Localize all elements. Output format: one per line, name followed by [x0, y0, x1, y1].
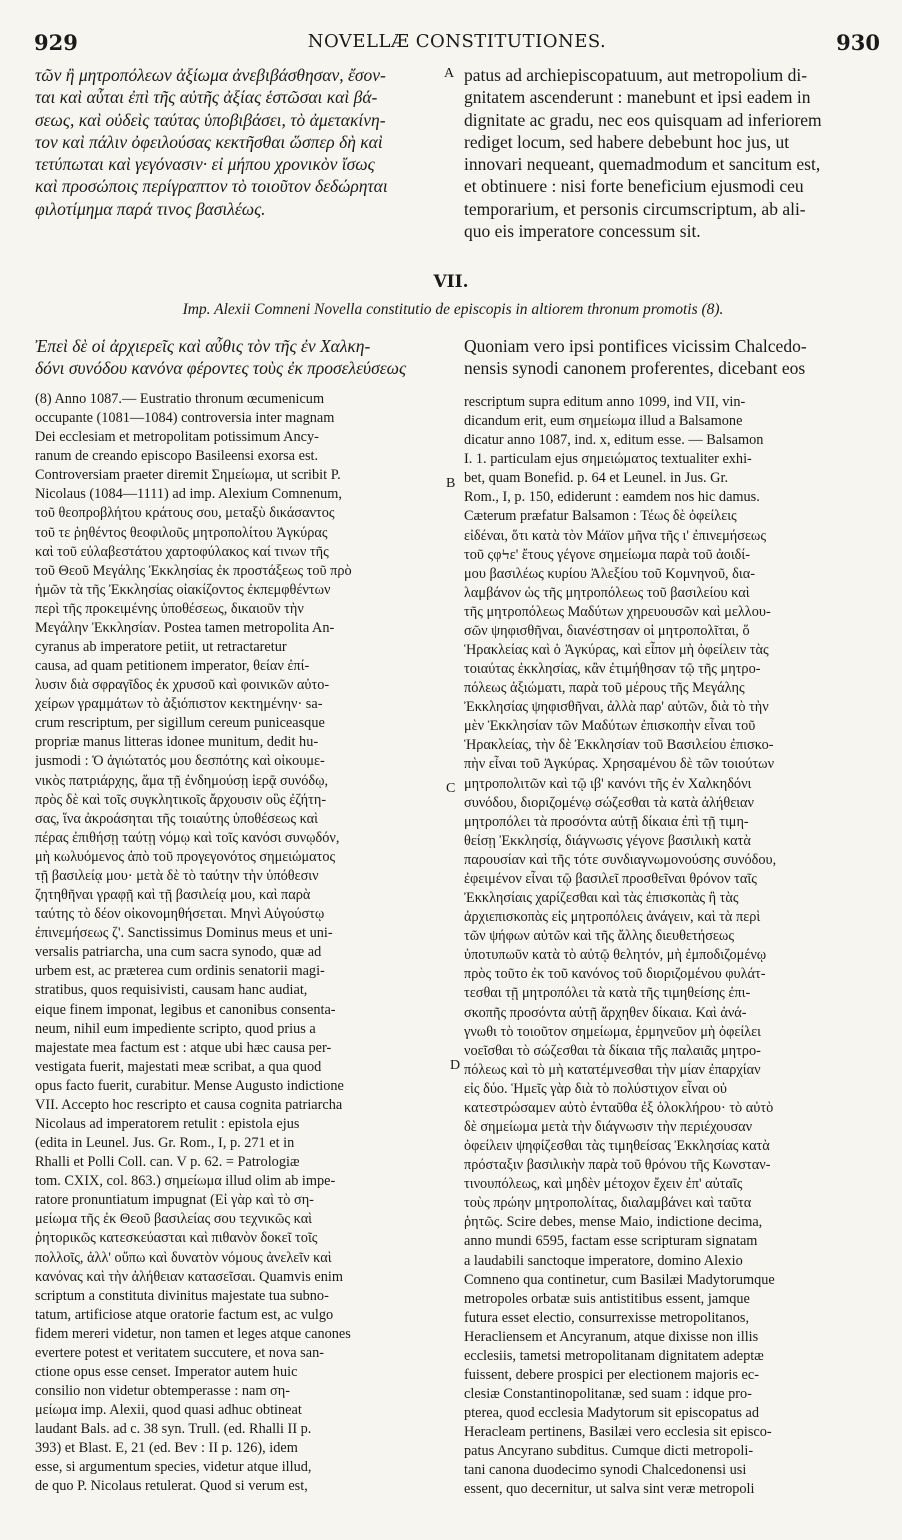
text-line: ται καὶ αὗται ἐπὶ τῆς αὐτῆς ἀξίας ἑστῶσαι καὶ βά- — [35, 87, 378, 108]
margin-mark-d: D — [450, 1058, 461, 1073]
text-line: Μεγάλην Ἐκκλησίαν. Postea tamen metropolita An- — [35, 619, 335, 636]
text-line: ecclesiis, tametsi metropolitanam dignitatem adeptæ — [464, 1347, 764, 1364]
margin-mark-c: C — [446, 781, 456, 796]
text-line: tom. CXIX, col. 863.) σημείωμα illud olim ab impe- — [35, 1173, 336, 1190]
text-line: εἰς δύο. Ἡμεῖς γὰρ διὰ τὸ πολύστιχον εἶναι οὐ — [464, 1080, 727, 1097]
text-line: Rom., I, p. 150, ediderunt : eamdem nos hic damus. — [464, 489, 760, 506]
text-line: fidem mereri videtur, non tamen et leges atque canones — [35, 1325, 351, 1342]
text-line: τῆς μητροπόλεως Μαδύτων χηρευουσῶν καὶ μελλου- — [464, 603, 771, 620]
text-line: VII. Accepto hoc rescripto et causa cognita patriarcha — [35, 1096, 343, 1113]
text-line: ὀφείλειν ψηφίζεσθαι τὰς τιμηθείσας Ἐκκλησίας κατὰ — [464, 1138, 770, 1155]
text-line: Controversiam praeter diremit Σημείωμα, ut scribit P. — [35, 467, 341, 484]
text-line: quo eis imperatore concessum sit. — [464, 221, 701, 242]
text-line: essent, quo decernitur, ut salva sint veræ metropoli — [464, 1481, 755, 1498]
text-line: et obtinuere : nisi forte beneficium ejusmodi ceu — [464, 176, 804, 197]
margin-mark-b: B — [446, 476, 456, 491]
text-line: Heracliensem et Ancyranum, atque dixisse non illis — [464, 1328, 759, 1345]
text-line: πὴν εἶναι τοῦ Ἀγκύρας. Χρησαμένου δὲ τῶν τοιούτων — [464, 756, 775, 773]
text-line: majestate mea factum est : atque ubi hæc causa per- — [35, 1039, 332, 1056]
text-line: Cæterum præfatur Balsamon : Τέως δὲ ὀφείλεις — [464, 508, 737, 525]
text-line: dignitate ac gradu, nec eos quisquam ad inferiorem — [464, 109, 822, 130]
text-line: πέρας ἐπιθήσῃ ταύτῃ νόμῳ καὶ τοῖς κανόσι συνῳδόν, — [35, 829, 340, 846]
text-line: μητροπολιτῶν καὶ τῷ ιβ' κανόνι τῆς ἐν Χαλκηδόνι — [464, 775, 752, 792]
text-line: ctione opus esse censet. Imperator autem huic — [35, 1363, 298, 1380]
text-line: evertere potest et veritatem succutere, et nova san- — [35, 1344, 324, 1361]
text-line: propriæ manus litteras idonee munitum, dedit hu- — [35, 734, 319, 751]
text-line: τοῦ Θεοῦ Μεγάλης Ἐκκλησίας ἐκ προστάξεως τοῦ πρὸ — [35, 562, 352, 579]
margin-mark-a: A — [444, 66, 455, 81]
text-line: fuissent, debere prospici per electionem majoris ec- — [464, 1366, 759, 1383]
footnote-right-column — [464, 393, 874, 1500]
section-number: VII. — [433, 272, 469, 292]
text-line: jusmodi : Ὁ ἁγιώτατός μου δεσπότης καὶ οἰκουμε- — [35, 753, 325, 770]
text-line: crum rescriptum, per sigillum cereum puniceasque — [35, 715, 325, 732]
text-line: τετύπωται καὶ γεγόνασιν· εἰ μήπου χρονικὸν ἴσως — [35, 154, 375, 175]
text-line: scriptum a constituta divinitus majestate tua subno- — [35, 1287, 329, 1304]
text-line: a laudabili sanctoque imperatore, domino Alexio — [464, 1252, 743, 1269]
text-line: δόνι συνόδου κανόνα φέροντες τοὺς ἐκ προσελεύσεως — [35, 358, 407, 379]
text-line: tani canona duodecimo synodi Chalcedonensi usi — [464, 1462, 747, 1479]
text-line: nensis synodi canonem proferentes, dicebant eos — [464, 358, 806, 379]
text-line: ἐπινεμήσεως ζ'. Sanctissimus Dominus meus et uni- — [35, 925, 333, 942]
text-line: Dei ecclesiam et metropolitam potissimum Ancy- — [35, 429, 319, 446]
text-line: anno mundi 6595, factam esse scripturam signatam — [464, 1233, 758, 1250]
text-line: χείρων γραμμάτων τὸ ἀξιόπιστον κεκτημένην· sa- — [35, 696, 323, 713]
text-line: futura esset electio, consurrexisse metropolitanos, — [464, 1309, 750, 1326]
text-line: vestigata fuerit, majestati meæ scribat, a qua quod — [35, 1058, 322, 1075]
text-line: ῥητορικῶς κατεσκεύασται καὶ πιθανὸν δοκεῖ τοῖς — [35, 1230, 318, 1247]
text-line: τινουπόλεως, καὶ μηδὲν μέτοχον ἔχειν ἐπ' αὐταῖς — [464, 1176, 743, 1193]
text-line: σεως, καὶ οὐδεὶς ταύτας ὑποβιβάσει, τὸ ἀμετακίνη- — [35, 109, 386, 130]
text-line: πόλεως καὶ τὸ μὴ κατατέμνεσθαι τὴν μίαν ἐπαρχίαν — [464, 1061, 761, 1078]
text-line: urbem est, ac præterea cum ordinis senatorii magi- — [35, 963, 325, 980]
text-line: causa, ad quam petitionem imperator, θείαν ἐπί- — [35, 658, 310, 675]
text-line: κατεστρώσαμεν αὐτὸ ἐνταῦθα ἐξ ὁλοκλήρου· τὸ αὐτὸ — [464, 1099, 774, 1116]
text-line: ἐφειμένον εἶναι τῷ βασιλεῖ προσθεῖναι θρόνον ταῖς — [464, 870, 757, 887]
text-line: ταύτης τὸ δέον οἰκονομηθήσεται. Μηνὶ Αὐγούστῳ — [35, 906, 325, 923]
text-line: καὶ τοῦ εὐλαβεστάτου χαρτοφύλακος καί τινων τῆς — [35, 543, 329, 560]
text-line: τοιαύτας ἐκκλησίας, κἂν ἐτιμήθησαν τῷ τῆς μητρο- — [464, 661, 761, 678]
text-line: Ἡρακλείας, τὴν δὲ Ἐκκλησίαν τοῦ Βασιλείου ἐπισκο- — [464, 737, 774, 754]
text-line: τοῦ ςφϞε' ἔτους γέγονε σημείωμα παρὰ τοῦ ἀοιδί- — [464, 546, 751, 563]
text-line: patus ad archiepiscopatuum, aut metropolium di- — [464, 65, 808, 85]
text-line: σῶν ψηφισθῆναι, διανέστησαν οἱ μητροπολῖται, ὅ — [464, 622, 750, 639]
text-line: dicatur anno 1087, ind. x, editum esse. — Balsamon — [464, 432, 764, 449]
text-line: pterea, quod ecclesia Madytorum sit episcopatus ad — [464, 1405, 759, 1422]
text-line: Ἐκκλησίαις χαρίζεσθαι καὶ τὰς ἐπισκοπὰς ἢ τὰς — [464, 890, 739, 907]
text-line: (8) Anno 1087.— Eustratio thronum œcumenicum — [35, 391, 325, 407]
text-line: φιλοτίμημα παρά τινος βασιλέως. — [35, 198, 266, 219]
text-line: ζητηθῆναι γραφῇ καὶ τῇ βασιλείᾳ μου, καὶ παρὰ — [35, 887, 311, 904]
text-line: ranum de creando episcopo Basileensi exorsa est. — [35, 448, 319, 465]
text-line: Ἐκκλησίας ψηφισθῆναι, ἀλλὰ παρ' αὐτῶν, διὰ τὸ τὴν — [464, 699, 769, 716]
text-line: Ἐπεὶ δὲ οἱ ἀρχιερεῖς καὶ αὖθις τὸν τῆς ἐν Χαλκη- — [35, 336, 371, 356]
text-line: σας, ἵνα ἀκροάσηται τῆς τοιαύτης ὑποθέσεως καὶ — [35, 810, 318, 827]
text-line: λαμβάνον ὡς τῆς μητροπόλεως τοῦ βασιλείου καὶ — [464, 584, 750, 601]
top-latin-column — [464, 64, 872, 242]
text-line: (edita in Leunel. Jus. Gr. Rom., I, p. 271 et in — [35, 1135, 295, 1152]
page-number-left: 929 — [34, 30, 78, 55]
page-header — [34, 30, 880, 56]
text-line: rescriptum supra editum anno 1099, ind VII, vin- — [464, 394, 746, 410]
text-line: καὶ προσώποις περίγραπτον τὸ τοιοῦτον δεδώρηται — [35, 176, 388, 197]
text-line: 393) et Blast. E, 21 (ed. Bev : II p. 126), idem — [35, 1440, 298, 1457]
text-line: consilio non videtur obtemperasse : nam ση- — [35, 1383, 290, 1400]
text-line: metropoles orbatæ suis antistitibus essent, jamque — [464, 1290, 750, 1307]
text-line: εἰδέναι, ὅτι κατὰ τὸν Μάϊον μῆνα τῆς ι' ἐπινεμήσεως — [464, 527, 766, 544]
text-line: I. 1. particulam ejus σημειώματος textualiter exhi- — [464, 451, 752, 468]
text-line: πολλοῖς, ἀλλ' οὔπω καὶ δυνατὸν νόμους ἀνελεῖν καὶ — [35, 1249, 332, 1266]
text-line: μου βασιλέως κυρίου Ἀλεξίου τοῦ Κομνηνοῦ, δια- — [464, 565, 756, 582]
text-line: bet, quam Bonefid. p. 64 et Leunel. in Jus. Gr. — [464, 470, 729, 487]
text-line: λυσιν διὰ σφραγῖδος ἐκ χρυσοῦ καὶ φοινικῶν αὐτο- — [35, 677, 330, 694]
text-line: gnitatem ascenderunt : manebunt et ipsi eadem in — [464, 87, 811, 108]
text-line: πρὸς τοῦτο ἐκ τοῦ κανόνος τοῦ διοριζομένου φυλάτ- — [464, 966, 766, 983]
text-line: Nicolaus ad imperatorem retulit : epistola ejus — [35, 1115, 300, 1132]
text-line: temporarium, et personis circumscriptum, ab ali- — [464, 198, 806, 219]
text-line: γνωθι τὸ τοιοῦτον σημείωμα, ἑρμηνεῦον μὴ ὀφείλει — [464, 1023, 762, 1040]
text-line: σκοπῆς προσόντα αὐτῇ ἄρχηθεν δίκαια. Καὶ ἀνά- — [464, 1004, 747, 1021]
text-line: τοῦ τε ῥηθέντος θεοφιλοῦς μητροπολίτου Ἀγκύρας — [35, 524, 328, 541]
text-line: παρουσίαν καὶ τῆς τότε συνδιαγνωμονούσης συνόδου, — [464, 851, 777, 868]
text-line: versalis patriarcha, una cum sacra synodo, quæ ad — [35, 944, 322, 961]
text-line: κανόνας καὶ τὴν ἀλήθειαν κατασεῖσαι. Quamvis enim — [35, 1268, 343, 1285]
text-line: Comneno qua continetur, cum Basilæi Madytorumque — [464, 1271, 775, 1288]
text-line: τῶν ψήφων αὐτῶν καὶ τῆς ἄλλης διευθετήσεως — [464, 928, 734, 945]
text-line: Quoniam vero ipsi pontifices vicissim Chalcedo- — [464, 336, 807, 356]
text-line: ὑποτυπωῦν κατὰ τὸ αὐτῷ θελητόν, μὴ ἐμποδιζομένῳ — [464, 947, 767, 964]
text-line: πρὸς δὲ καὶ τοῖς συγκλητικοῖς ἄρχουσιν οὓς ἐζήτη- — [35, 791, 327, 808]
text-line: patus Ancyrano subditus. Cumque dicti metropoli- — [464, 1443, 754, 1460]
text-line: eique finem imponat, legibus et canonibus consenta- — [35, 1001, 336, 1018]
text-line: clesiæ Constantinopolitanæ, sed suam : idque pro- — [464, 1386, 752, 1403]
text-line: Nicolaus (1084—1111) ad imp. Alexium Comnenum, — [35, 486, 342, 503]
text-line: πόλεως ἀξιώματι, παρὰ τοῦ μέρους τῆς Μεγάλης — [464, 680, 745, 697]
text-line: ratore pronuntiatum impugnat (Εἰ γὰρ καὶ τὸ ση- — [35, 1192, 314, 1209]
text-line: πρόσταξιν βασιλικὴν παρὰ τοῦ θρόνου τῆς Κωνσταν- — [464, 1157, 771, 1174]
text-line: μητροπόλει τὰ προσόντα αὐτῇ δίκαια ἐπὶ τῇ τιμη- — [464, 813, 749, 830]
text-line: τον καὶ πάλιν ὀφειλούσας κεκτῆσθαι ὥσπερ δὴ καὶ — [35, 131, 383, 152]
text-line: μείωμα τῆς ἐκ Θεοῦ βασιλείας σου τεχνικῶς καὶ — [35, 1211, 313, 1228]
text-line: μὲν Ἐκκλησίαν τῶν Μαδύτων ἐπισκοπὴν εἶναι τοῦ — [464, 718, 756, 735]
text-line: rediget locum, sed habere debebunt hoc jus, ut — [464, 131, 790, 152]
text-line: occupante (1081—1084) controversia inter magnam — [35, 410, 335, 427]
text-line: cyranus ab imperatore petiit, ut retractaretur — [35, 639, 287, 656]
text-line: tatum, artificiose atque oratorie factum est, ac vulgo — [35, 1306, 334, 1323]
text-line: ἡμῶν τὰ τῆς Ἐκκλησίας οἰακίζοντος ἐκπεμφθέντων — [35, 581, 331, 598]
text-line: περὶ τῆς προκειμένης ὑποθέσεως, δικαιοῦν τὴν — [35, 600, 304, 617]
footnote-left-column — [35, 390, 449, 1497]
text-line: innovari nequeant, quemadmodum et sancitum est, — [464, 154, 821, 175]
text-line: de quo P. Nicolaus retulerat. Quod si verum est, — [35, 1478, 308, 1495]
text-line: laudant Bals. ad c. 38 syn. Trull. (ed. Rhalli II p. — [35, 1421, 312, 1438]
text-line: dicandum erit, eum σημείωμα illud a Balsamone — [464, 413, 743, 430]
text-line: συνόδου, διοριζομένῳ σώζεσθαι τὰ κατὰ ἀλήθειαν — [464, 794, 755, 811]
text-line: μὴ κωλυόμενος ἀπὸ τοῦ προγεγονότος σημειώματος — [35, 848, 336, 865]
top-greek-column — [35, 64, 447, 220]
text-line: Heracleam pertinens, Basilæi vero ecclesia sit episco- — [464, 1424, 772, 1441]
text-line: μείωμα imp. Alexii, quod quasi adhuc obtineat — [35, 1402, 302, 1419]
text-line: τοὺς πρώην μητροπολίτας, διαλαμβάνει καὶ ταῦτα — [464, 1195, 752, 1212]
text-line: Rhalli et Polli Coll. can. V p. 62. = Patrologiæ — [35, 1154, 300, 1171]
text-line: τῇ βασιλείᾳ μου· μετὰ δὲ τὸ ταύτην τὴν ὑπόθεσιν — [35, 867, 319, 884]
text-line: opus facto fuerit, curabitur. Mense Augusto indictione — [35, 1077, 344, 1094]
text-line: νικὸς πατριάρχης, ἅμα τῇ ἐνδημούσῃ ἱερᾷ συνόδῳ, — [35, 772, 329, 789]
text-line: νοεῖσθαι τὸ σώζεσθαι τὰ δίκαια τῆς παλαιᾶς μητρο- — [464, 1042, 761, 1059]
text-line: esse, si argumentum species, videtur atque illud, — [35, 1459, 312, 1476]
text-line: τεσθαι τῇ μητροπόλει τὰ κατὰ τῆς τιμηθείσης ἐπι- — [464, 985, 751, 1002]
running-title: NOVELLÆ CONSTITUTIONES. — [307, 31, 607, 52]
text-line: τοῦ θεοπροβλήτου κράτους σου, μεταξὺ δικάσαντος — [35, 505, 335, 522]
text-line: ῥητῶς. Scire debes, mense Maio, indictione decima, — [464, 1214, 763, 1231]
text-line: θείσῃ Ἐκκλησίᾳ, διάγνωσις γέγονε βασιλικὴ κατὰ — [464, 832, 751, 849]
section-title: Imp. Alexii Comneni Novella constitutio de episcopis in altiorem thronum promotis (8). — [182, 301, 724, 318]
text-line: Ἡρακλείας καὶ ὁ Ἀγκύρας, καὶ εἶπον μὴ ὀφείλειν τὰς — [464, 642, 769, 659]
text-line: δὲ σημείωμα μετὰ τὴν διάγνωσιν τὴν περιέχουσαν — [464, 1118, 753, 1135]
text-line: τῶν ἢ μητροπόλεων ἀξίωμα ἀνεβιβάσθησαν, ἔσον- — [35, 65, 386, 85]
page-number-right: 930 — [836, 30, 880, 55]
intro-latin-column — [464, 335, 872, 380]
text-line: ἀρχιεπισκοπὰς εἰς μητροπόλεις ἀνάγειν, καὶ τὰ περὶ — [464, 909, 761, 926]
text-line: neum, nihil eum impediente scripto, quod prius a — [35, 1020, 316, 1037]
text-line: stratibus, quos requisivisti, causam hanc audiat, — [35, 982, 308, 999]
intro-greek-column — [35, 335, 447, 380]
